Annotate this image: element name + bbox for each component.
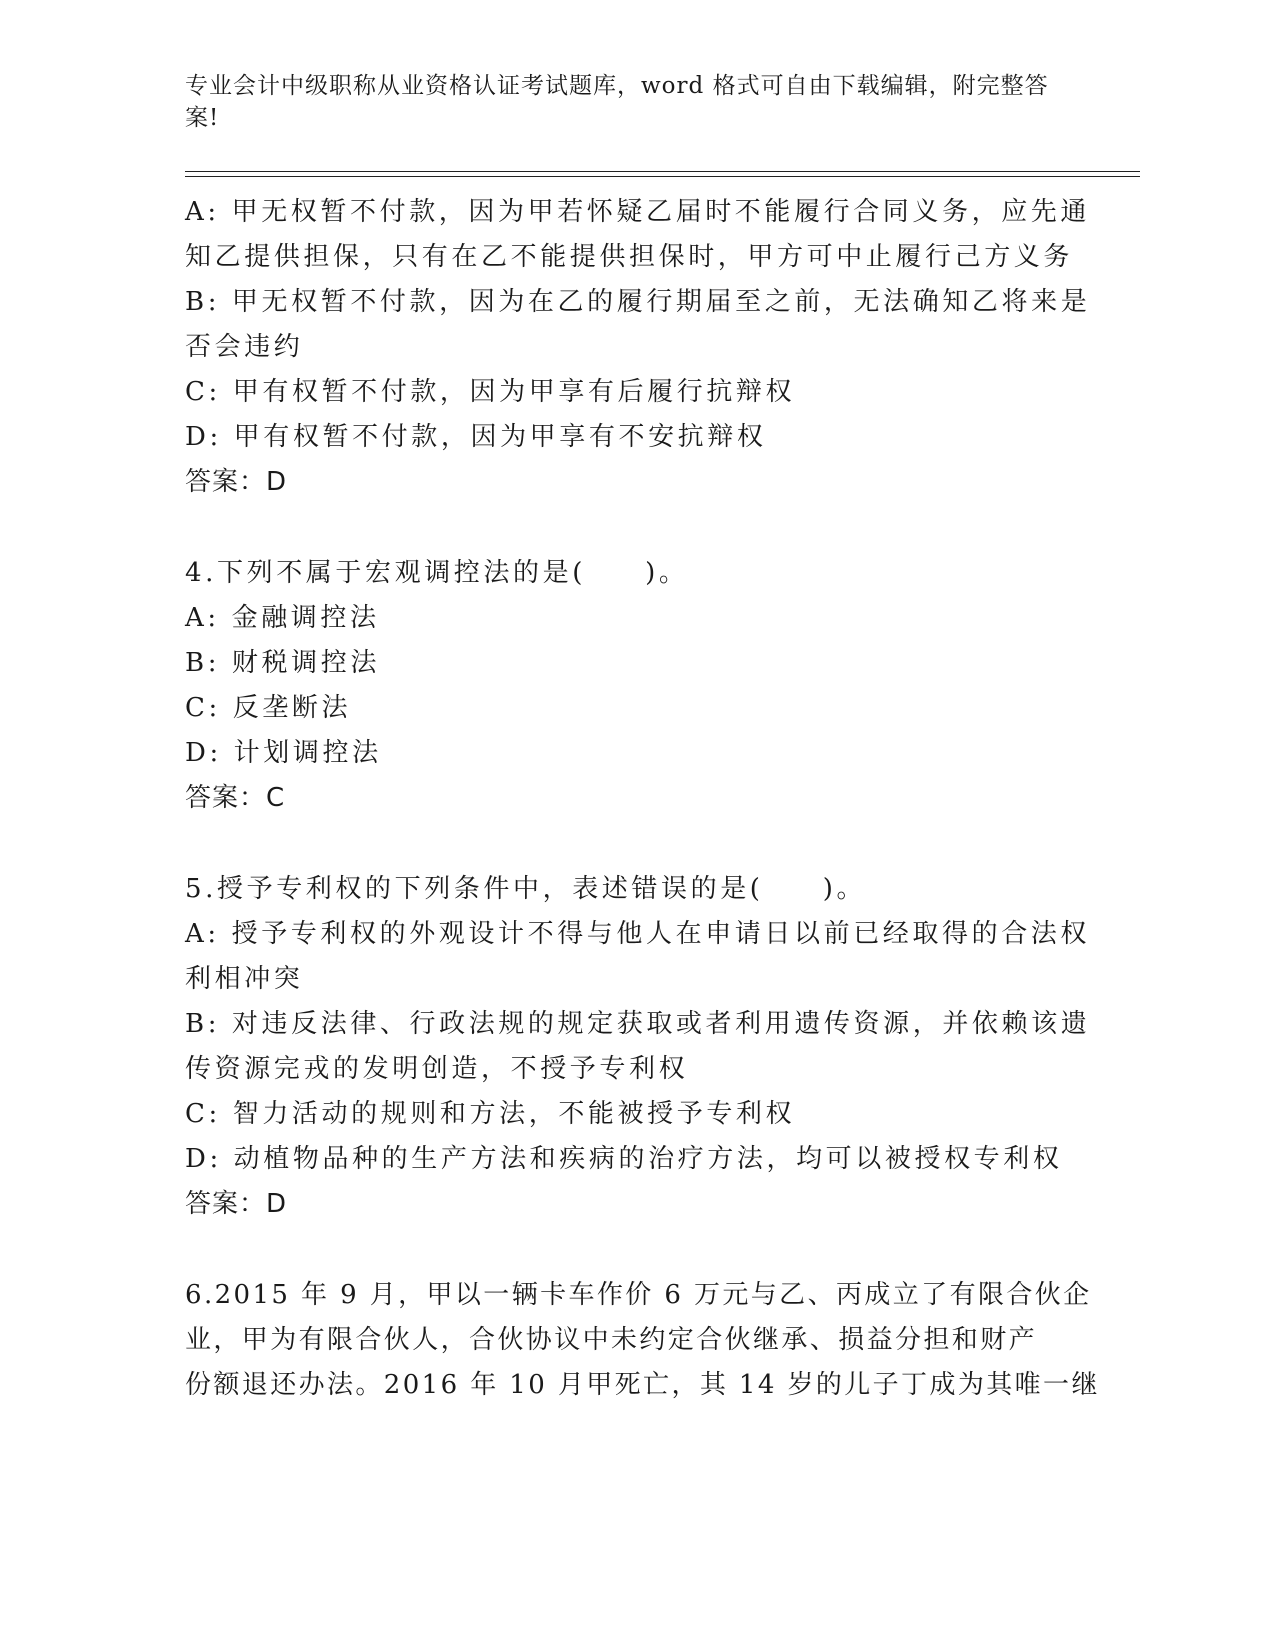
option-d: D: 动植物品种的生产方法和疾病的治疗方法，均可以被授权专利权: [185, 1144, 1063, 1174]
page-header: [185, 70, 1055, 134]
header-rule-bottom: [185, 176, 1140, 177]
question-5: [185, 867, 1091, 1227]
option-b-line-2: 传资源完戎的发明创造，不授予专利权: [185, 1054, 689, 1084]
option-d: D: 甲有权暂不付款，因为甲享有不安抗辩权: [185, 422, 767, 452]
option-c: C: 甲有权暂不付款，因为甲享有后履行抗辩权: [185, 377, 796, 407]
option-b: B: 财税调控法: [185, 648, 380, 678]
answer: 答案：D: [185, 1189, 288, 1219]
option-a-line-1: A: 授予专利权的外观设计不得与他人在申请日以前已经取得的合法权: [185, 919, 1091, 949]
option-c: C: 智力活动的规则和方法，不能被授予专利权: [185, 1099, 796, 1129]
option-d: D: 计划调控法: [185, 738, 382, 768]
spacer: [185, 821, 1075, 867]
answer: 答案：C: [185, 783, 286, 813]
option-a-line-2: 利相冲突: [185, 964, 304, 994]
spacer: [185, 1227, 1075, 1273]
document-body: [185, 190, 1100, 1408]
option-a-line-2: 知乙提供担保，只有在乙不能提供担保时，甲方可中止履行己方义务: [185, 242, 1074, 272]
question-text-line-3: 份额退还办法。2016 年 10 月甲死亡，其 14 岁的儿子丁成为其唯一继: [185, 1370, 1100, 1400]
option-b-line-2: 否会违约: [185, 332, 304, 362]
option-c: C: 反垄断法: [185, 693, 352, 723]
question-text: 4.下列不属于宏观调控法的是( )。: [185, 558, 689, 588]
option-b-line-1: B: 对违反法律、行政法规的规定获取或者利用遗传资源，并依赖该遗: [185, 1009, 1091, 1039]
option-a: A: 金融调控法: [185, 603, 380, 633]
option-a-line-1: A: 甲无权暂不付款，因为甲若怀疑乙届时不能履行合同义务，应先通: [185, 197, 1091, 227]
question-text-line-1: 6.2015 年 9 月，甲以一辆卡车作价 6 万元与乙、丙成立了有限合伙企: [185, 1280, 1092, 1310]
spacer: [185, 505, 1075, 551]
question-text-line-2: 业，甲为有限合伙人，合伙协议中未约定合伙继承、损益分担和财产: [185, 1325, 1038, 1355]
header-rule-top: [185, 171, 1140, 172]
question-6: [185, 1273, 1100, 1408]
answer: 答案：D: [185, 467, 288, 497]
question-3-options: [185, 190, 1091, 505]
option-b-line-1: B: 甲无权暂不付款，因为在乙的履行期届至之前，无法确知乙将来是: [185, 287, 1091, 317]
question-4: [185, 551, 1075, 821]
header-line-2: 案!: [185, 105, 220, 131]
question-text: 5.授予专利权的下列条件中，表述错误的是( )。: [185, 874, 867, 904]
header-line-1: 专业会计中级职称从业资格认证考试题库，word 格式可自由下载编辑，附完整答: [185, 73, 1049, 99]
